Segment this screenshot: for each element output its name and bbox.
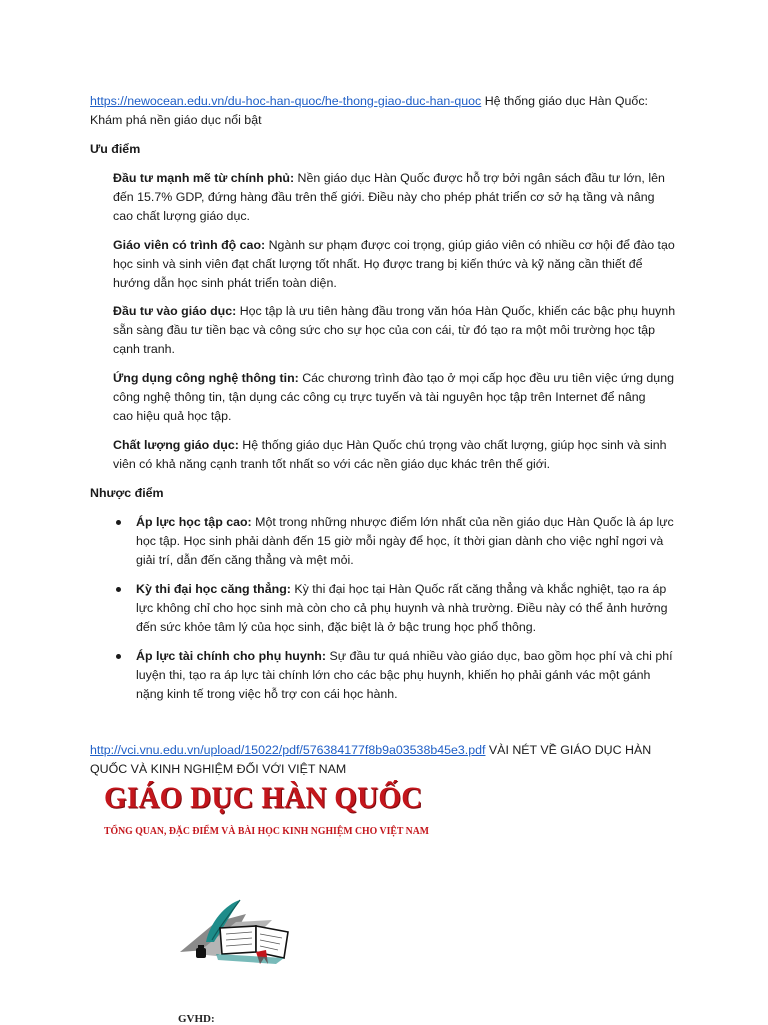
bullet-icon <box>116 520 121 525</box>
dis-item-2-line-2: lực không chỉ cho học sinh mà còn cho cả phụ huynh và nhà trường. Điều này có thể ảnh hưởng <box>136 601 668 615</box>
ref2-title-b: QUỐC VÀ KINH NGHIỆM ĐỐI VỚI VIỆT NAM <box>90 762 347 776</box>
adv-item-1-label: Đầu tư mạnh mẽ từ chính phủ: <box>113 171 295 185</box>
dis-item-2-line-1 <box>136 580 666 599</box>
adv-item-4-label: Ứng dụng công nghệ thông tin: <box>113 371 299 385</box>
disadvantages-heading: Nhược điểm <box>90 486 164 500</box>
adv-item-1-line-3: cao chất lượng giáo dục. <box>113 209 250 223</box>
ref2-line-1 <box>90 741 651 760</box>
dis-item-2-label: Kỳ thi đại học căng thẳng: <box>136 582 291 596</box>
ref2-url-link[interactable]: http://vci.vnu.edu.vn/upload/15022/pdf/576384177f8b9a03538b45e3.pdf <box>90 743 486 757</box>
dis-item-2-text: Kỳ thi đại học tại Hàn Quốc rất căng thẳng và khắc nghiệt, tạo ra áp <box>290 582 667 596</box>
adv-item-4-text: Các chương trình đào tạo ở mọi cấp học đều ưu tiên việc ứng dụng <box>298 371 674 385</box>
dis-item-1-line-2: học tập. Học sinh phải dành đến 15 giờ mỗi ngày để học, ít thời gian dành cho việc nghỉ ngơi và <box>136 534 664 548</box>
adv-item-2-line-2: học sinh và sinh viên đạt chất lượng tốt nhất. Họ được trang bị kiến thức và kỹ năng cần thiết để <box>113 257 643 271</box>
adv-item-5-label: Chất lượng giáo dục: <box>113 438 239 452</box>
dis-item-3-line-3: nặng kinh tế trong việc hỗ trợ con cái học hành. <box>136 687 398 701</box>
dis-item-3-line-2: luyện thi, tạo ra áp lực tài chính lớn cho các bậc phụ huynh, khiến họ phải gánh vác một gánh <box>136 668 651 682</box>
dis-item-1-text: Một trong những nhược điểm lớn nhất của nền giáo dục Hàn Quốc là áp lực <box>251 515 674 529</box>
cover-gvhd-label: GVHD: <box>178 1013 215 1025</box>
adv-item-2-line-1 <box>113 236 675 255</box>
ref1-url-link[interactable]: https://newocean.edu.vn/du-hoc-han-quoc/he-thong-giao-duc-han-quoc <box>90 94 482 108</box>
ref1-line-1 <box>90 92 648 111</box>
adv-item-2-text: Ngành sư phạm được coi trọng, giúp giáo viên có nhiều cơ hội để đào tạo <box>265 238 675 252</box>
cover-subtitle: TỔNG QUAN, ĐẶC ĐIỂM VÀ BÀI HỌC KINH NGHIỆM CHO VIỆT NAM <box>104 826 429 837</box>
dis-item-2-line-3: đến sức khỏe tâm lý của học sinh, đặc biệt là ở bậc trung học phổ thông. <box>136 620 537 634</box>
ref2-title-a: VÀI NÉT VỀ GIÁO DỤC HÀN <box>485 743 652 757</box>
adv-item-3-line-1 <box>113 302 675 321</box>
dis-item-1-line-3: giải trí, dẫn đến căng thẳng và mệt mỏi. <box>136 553 354 567</box>
adv-item-5-text: Hệ thống giáo dục Hàn Quốc chú trọng vào chất lượng, giúp học sinh và sinh <box>238 438 667 452</box>
adv-item-3-line-3: cạnh tranh. <box>113 342 175 356</box>
adv-item-3-text: Học tập là ưu tiên hàng đầu trong văn hóa Hàn Quốc, khiến các bậc phụ huynh <box>236 304 676 318</box>
dis-item-3-line-1 <box>136 647 673 666</box>
adv-item-5-line-1 <box>113 436 667 455</box>
adv-item-2-label: Giáo viên có trình độ cao: <box>113 238 266 252</box>
dis-item-3-label: Áp lực tài chính cho phụ huynh: <box>136 649 327 663</box>
bullet-icon <box>116 587 121 592</box>
adv-item-3-line-2: sẵn sàng đầu tư tiền bạc và công sức cho sự học của con cái, từ đó tạo ra một môi trường học tập <box>113 323 656 337</box>
dis-item-1-label: Áp lực học tập cao: <box>136 515 252 529</box>
ref1-title-b: Khám phá nền giáo dục nổi bật <box>90 113 262 127</box>
adv-item-4-line-3: cao hiệu quả học tập. <box>113 409 232 423</box>
adv-item-4-line-2: công nghệ thông tin, tận dụng các công cụ trực tuyến và tài nguyên học tập trên Internet để nâng <box>113 390 646 404</box>
adv-item-2-line-3: hướng dẫn học sinh phát triển toàn diện. <box>113 276 337 290</box>
adv-item-3-label: Đầu tư vào giáo dục: <box>113 304 237 318</box>
advantages-heading: Ưu điểm <box>90 142 141 156</box>
ref1-title-a: Hệ thống giáo dục Hàn Quốc: <box>481 94 648 108</box>
adv-item-1-text: Nền giáo dục Hàn Quốc được hỗ trợ bởi ngân sách đầu tư lớn, lên <box>294 171 665 185</box>
adv-item-1-line-1 <box>113 169 665 188</box>
book-quill-logo-icon <box>176 892 298 976</box>
adv-item-1-line-2: đến 15.7% GDP, đứng hàng đầu trên thế giới. Điều này cho phép phát triển cơ sở hạ tầng và nâng <box>113 190 655 204</box>
adv-item-4-line-1 <box>113 369 674 388</box>
adv-item-5-line-2: viên có khả năng cạnh tranh tốt nhất so với các nền giáo dục khác trên thế giới. <box>113 457 551 471</box>
bullet-icon <box>116 654 121 659</box>
cover-title: GIÁO DỤC HÀN QUỐC <box>104 781 423 815</box>
dis-item-3-text: Sự đầu tư quá nhiều vào giáo dục, bao gồm học phí và chi phí <box>326 649 673 663</box>
dis-item-1-line-1 <box>136 513 674 532</box>
